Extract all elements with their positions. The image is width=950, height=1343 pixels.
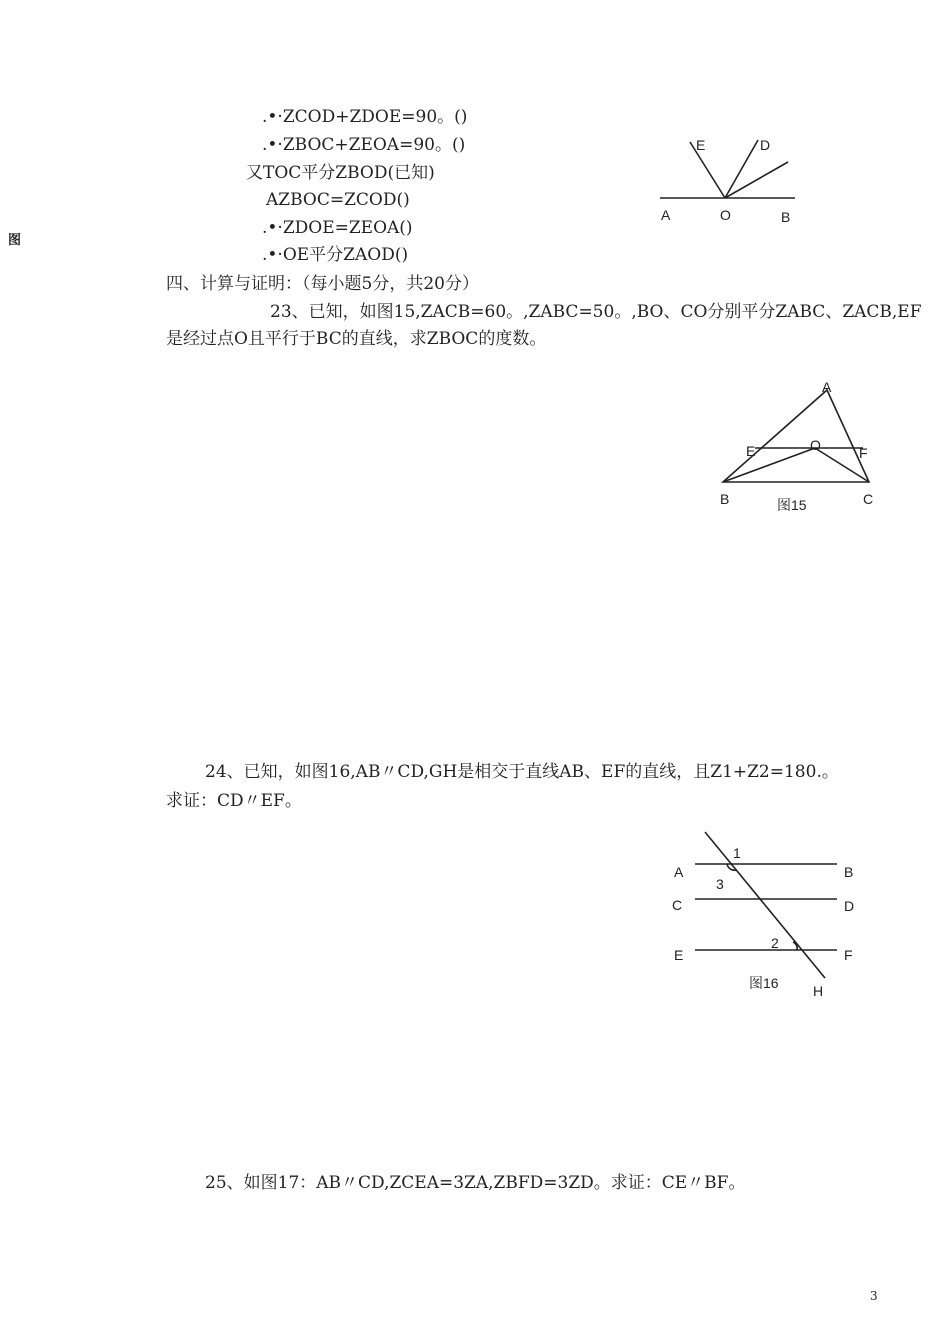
- label-o: O: [720, 207, 731, 223]
- label-d: D: [760, 137, 771, 153]
- q25-line1: 25、如图17：AB〃CD,ZCEA=3ZA,ZBFD=3ZD。求证：CE〃BF。: [205, 1173, 746, 1193]
- label-e: E: [674, 947, 684, 963]
- q24-line2: 求证：CD〃EF。: [166, 791, 302, 811]
- figure-16: [665, 830, 865, 998]
- angle-label-1: 1: [733, 845, 741, 861]
- angle-diagram: [650, 130, 810, 230]
- label-d: D: [844, 898, 855, 914]
- proof-line-5: .•·ZDOE=ZEOA(): [262, 218, 413, 238]
- proof-line-4: AZBOC=ZCOD(): [266, 190, 410, 210]
- label-o: O: [810, 437, 821, 453]
- label-b: B: [844, 864, 854, 880]
- side-label: 图: [8, 233, 22, 248]
- angle-label-2: 2: [771, 935, 779, 951]
- label-e: E: [696, 137, 706, 153]
- q23-line2: 是经过点O且平行于BC的直线，求ZBOC的度数。: [166, 329, 547, 349]
- page-number: 3: [870, 1289, 878, 1303]
- label-f: F: [844, 947, 853, 963]
- proof-line-6: .•·OE平分ZAOD(): [262, 245, 409, 265]
- q23-line1: 23、已知，如图15,ZACB=60。,ZABC=50。,BO、CO分别平分ZABC、ZACB,EF: [270, 302, 922, 322]
- label-a: A: [674, 864, 684, 880]
- label-a: A: [661, 207, 671, 223]
- label-c: C: [672, 897, 683, 913]
- label-f: F: [859, 445, 868, 461]
- label-e: E: [746, 443, 756, 459]
- label-h: H: [813, 983, 824, 998]
- figure-15-caption: 图15: [777, 497, 807, 513]
- figure-15: [715, 378, 885, 518]
- label-a: A: [822, 379, 832, 395]
- angle-label-3: 3: [716, 876, 724, 892]
- line-bo: [723, 448, 815, 482]
- label-b: B: [720, 491, 730, 507]
- proof-line-3: 又TOC平分ZBOD(已知): [246, 163, 435, 183]
- section-heading: 四、计算与证明：（每小题5分，共20分）: [166, 274, 479, 294]
- label-c: C: [863, 491, 874, 507]
- transversal-gh: [705, 832, 825, 978]
- q24-line1: 24、已知，如图16,AB〃CD,GH是相交于直线AB、EF的直线，且Z1+Z2=180.。: [205, 762, 839, 782]
- figure-16-caption: 图16: [749, 975, 779, 991]
- label-b: B: [781, 209, 791, 225]
- proof-line-1: .•·ZCOD+ZDOE=90。(): [262, 107, 468, 127]
- proof-line-2: .•·ZBOC+ZEOA=90。(): [262, 135, 466, 155]
